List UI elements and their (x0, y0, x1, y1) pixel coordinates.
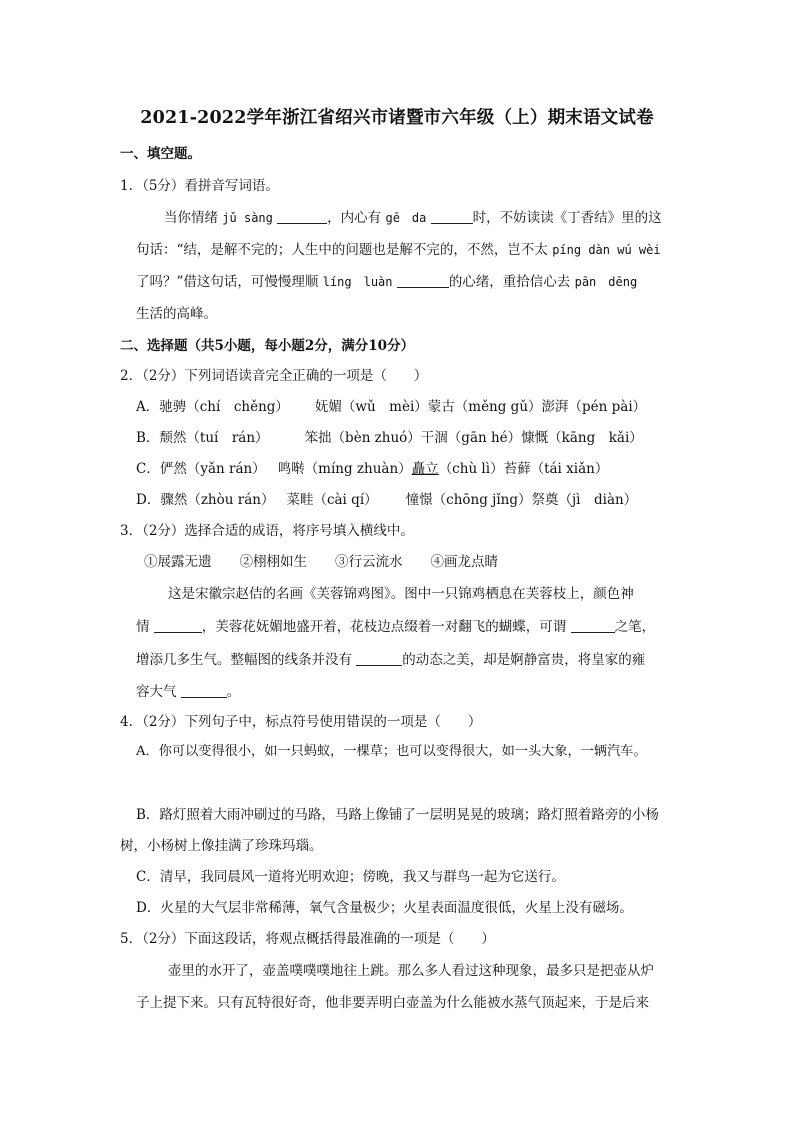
question-3-stem: 3．（2分）选择合适的成语，将序号填入横线中。 (120, 523, 414, 539)
page-title: 2021-2022学年浙江省绍兴市诸暨市六年级（上）期末语文试卷 (140, 108, 654, 128)
option-text: 笨拙（bèn zhuó）干涸（gān hé）慷慨（kāng kǎi） (304, 430, 643, 446)
question-4-option-b-cont: 树，小杨树上像挂满了珍珠玛瑙。 (120, 838, 323, 854)
q1-text: 当你情绪 (164, 210, 218, 226)
option-text: D．骤然（zhòu rán） (136, 492, 275, 508)
answer-blank[interactable] (181, 683, 227, 698)
pinyin: jǔ sàng (222, 211, 273, 225)
q1-text: ，内心有 (327, 210, 382, 226)
answer-blank[interactable] (154, 618, 202, 633)
question-3-passage-3 (136, 650, 645, 670)
passage-text: ，芙蓉花妩媚地盛开着，花枝边点缀着一对翻飞的蝴蝶，可谓 (201, 619, 567, 635)
question-5-passage-2: 子上提下来。只有瓦特很好奇，他非要弄明白壶盖为什么能被水蒸气顶起来，于是后来 (136, 995, 649, 1011)
section-heading-choice: 二、选择题（共5小题，每小题2分，满分10分） (120, 338, 415, 354)
section-heading-fill-in: 一、填空题。 (120, 146, 201, 162)
question-2-option-a[interactable] (136, 397, 646, 417)
pinyin: gē da (385, 211, 427, 225)
passage-text: 增添几多生气。整幅图的线条并没有 (136, 652, 352, 668)
q1-text: 的心绪，重拾信心去 (448, 274, 571, 290)
question-4-option-d[interactable]: D．火星的大气层非常稀薄，氧气含量极少；火星表面温度很低，火星上没有磁场。 (136, 900, 633, 916)
option-text: C．俨然（yǎn rán） (136, 461, 266, 477)
q1-text: 了吗？”借这句话，可慢慢理顺 (136, 274, 319, 290)
q1-text: 句话：“结，是解不完的；人生中的问题也是解不完的，不然，岂不太 (136, 242, 548, 258)
answer-blank[interactable] (277, 209, 327, 224)
question-1-stem: 1．（5分）看拼音写词语。 (120, 178, 279, 194)
answer-blank[interactable] (571, 618, 615, 633)
question-3-passage-1: 这是宋徽宗赵佶的名画《芙蓉锦鸡图》。图中一只锦鸡栖息在芙蓉枝上，颜色神 (168, 586, 634, 602)
option-text: B．颓然（tuí rán） (136, 430, 269, 446)
idiom-option: ②栩栩如生 (239, 554, 307, 570)
question-2-option-b[interactable] (136, 428, 643, 448)
option-text: 妩媚（wǔ mèi）蒙古（měng gǔ）澎湃（pén pài） (314, 399, 647, 415)
question-4-option-c[interactable]: C．清早，我同晨风一道将光明欢迎；傍晚，我又与群鸟一起为它送行。 (136, 869, 565, 885)
answer-blank[interactable] (431, 209, 473, 224)
question-2-option-d[interactable] (136, 490, 637, 510)
question-4-option-b[interactable]: B．路灯照着大雨冲刷过的马路，马路上像铺了一层明晃晃的玻璃；路灯照着路旁的小杨 (136, 807, 659, 823)
option-text: A．驰骋（chí chěng） (136, 399, 289, 415)
question-1-line-2 (136, 240, 661, 260)
question-1-line-4: 生活的高峰。 (136, 306, 217, 322)
question-3-passage-4 (136, 682, 240, 702)
answer-blank[interactable] (356, 651, 402, 666)
question-4-option-a[interactable]: A．你可以变得很小，如一只蚂蚁，一棵草；也可以变得很大，如一头大象，一辆汽车。 (136, 744, 647, 759)
option-text: 憧憬（chōng jǐng）祭奠（jì diàn） (405, 492, 638, 508)
option-text: 矗立 (411, 461, 439, 477)
answer-blank[interactable] (397, 273, 449, 288)
pinyin: píng dàn wú wèi (552, 243, 661, 257)
option-text: （chù lì）苔藓（tái xiǎn） (438, 461, 609, 477)
idiom-option: ④画龙点睛 (430, 554, 498, 570)
question-1-line-1 (164, 208, 662, 228)
pinyin: pān dēng (574, 275, 638, 289)
question-1-line-3 (136, 272, 637, 292)
question-5-stem: 5．（2分）下面这段话，将观点概括得最准确的一项是（ ） (120, 931, 495, 947)
question-3-options (144, 552, 498, 572)
passage-text: 情 (136, 619, 150, 635)
option-text: 鸣啭（míng zhuàn） (277, 461, 412, 477)
passage-text: 。 (226, 684, 241, 700)
question-2-stem: 2．（2分）下列词语读音完全正确的一项是（ ） (120, 368, 428, 384)
passage-text: 之笔， (614, 619, 656, 635)
q1-text: 时，不妨读读《丁香结》里的这 (472, 210, 662, 226)
question-4-stem: 4．（2分）下列句子中，标点符号使用错误的一项是（ ） (120, 714, 482, 730)
question-5-passage-1: 壶里的水开了，壶盖噗噗噗地往上跳。那么多人看过这种现象，最多只是把壶从炉 (168, 963, 654, 979)
pinyin: líng luàn (322, 275, 393, 289)
idiom-option: ③行云流水 (335, 554, 403, 570)
question-2-option-c[interactable] (136, 459, 608, 479)
passage-text: 的动态之美，却是婀静富贵，将皇家的雍 (402, 652, 646, 668)
idiom-option: ①展露无遗 (144, 554, 212, 570)
option-text: 菜畦（cài qí） (286, 492, 378, 508)
question-3-passage-2 (136, 617, 655, 637)
passage-text: 容大气 (136, 684, 177, 700)
